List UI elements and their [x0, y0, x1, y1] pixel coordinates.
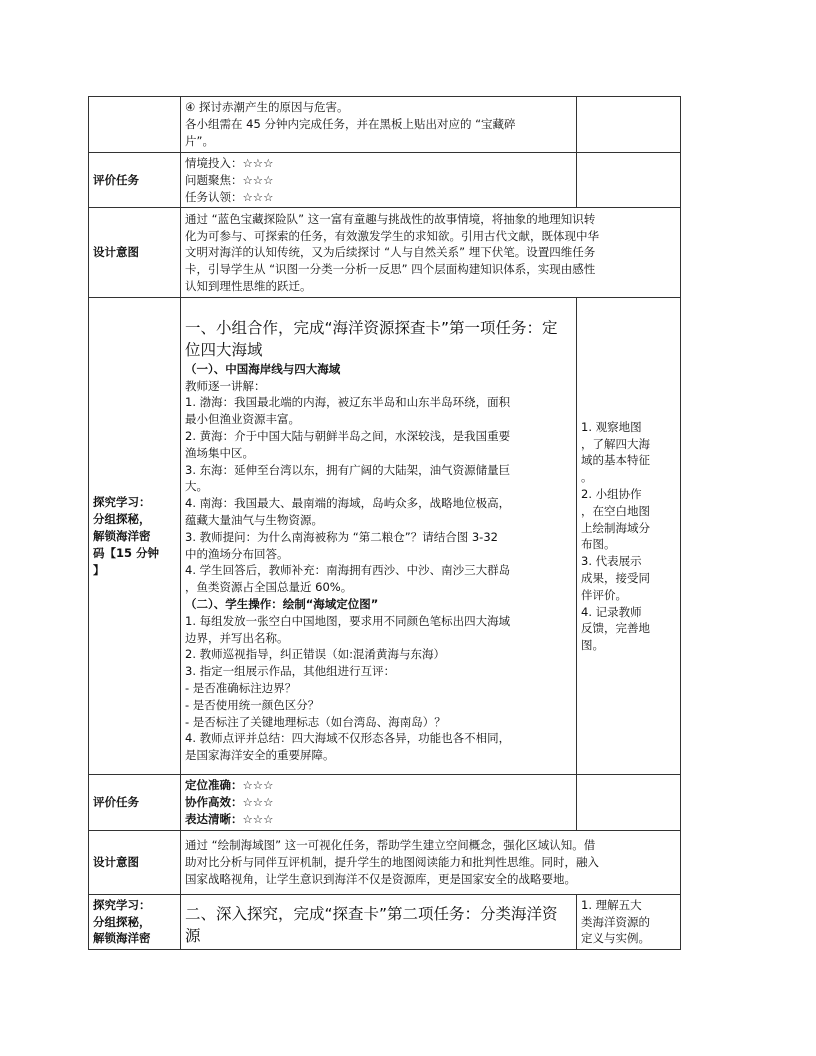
table-row-design-intent-1 — [89, 208, 681, 298]
activity-line: 定义与实例。 — [581, 931, 650, 946]
text-line: 大。 — [185, 479, 208, 494]
activity-line: 3. 代表展示 — [581, 554, 642, 569]
text-line: - 是否使用统一颜色区分？ — [185, 697, 320, 712]
row-label: 评价任务 — [89, 775, 181, 830]
label-line: 码【15 分钟 — [93, 545, 160, 560]
rating-line: 情境投入：☆☆☆ — [185, 156, 274, 170]
activity-line: 上绘制海域分 — [581, 520, 650, 535]
text-line: 助对比分析与同伴互评机制，提升学生的地图阅读能力和批判性思维。同时，融入 — [185, 854, 599, 869]
content-cell — [181, 894, 577, 949]
text-line: 卡，引导学生从 “识图一分类一分析一反思” 四个层面构建知识体系，实现由感性 — [185, 262, 596, 277]
text-line: 3. 指定一组展示作品，其他组进行互评： — [185, 664, 396, 679]
text-line: 4. 教师点评并总结：四大海域不仅形态各异，功能也各不相同， — [185, 731, 511, 746]
text-line: 教师逐一讲解： — [185, 378, 266, 393]
row-label: 设计意图 — [89, 830, 181, 894]
label-line: 解锁海洋密 — [93, 528, 151, 543]
text-line: 2. 黄海：介于中国大陆与朝鲜半岛之间，水深较浅，是我国重要 — [185, 429, 511, 444]
section-heading — [185, 317, 572, 361]
activity-line: 4. 记录教师 — [581, 604, 642, 619]
table-row-inquiry-1 — [89, 298, 681, 775]
row-label — [89, 894, 181, 949]
text-line: 边界，并写出名称。 — [185, 630, 289, 645]
text-line: 通过 “蓝色宝藏探险队” 这一富有童趣与挑战性的故事情境，将抽象的地理知识转 — [185, 211, 596, 226]
content-cell — [181, 830, 681, 894]
rating-line: 定位准确：☆☆☆ — [185, 778, 274, 793]
text-line: 最小但渔业资源丰富。 — [185, 412, 300, 427]
activity-line: 1. 理解五大 — [581, 897, 642, 912]
activity-line: 1. 观察地图 — [581, 419, 642, 434]
activity-line: 成果，接受同 — [581, 570, 650, 585]
activity-line: 反馈，完善地 — [581, 621, 650, 636]
label-line: 分组探秘， — [93, 914, 151, 929]
table-row-design-intent-2 — [89, 830, 681, 894]
text-line: 3. 东海：延伸至台湾以东，拥有广阔的大陆架，油气资源储量巨 — [185, 462, 511, 477]
text-line: 通过 “绘制海域图” 这一可视化任务，帮助学生建立空间概念，强化区域认知。借 — [185, 838, 596, 853]
text-line: 认知到理性思维的跃迁。 — [185, 279, 312, 294]
text-line: 化为可参与、可探索的任务，有效激发学生的求知欲。引用古代文献，既体现中华 — [185, 228, 599, 243]
heading-line: 源 — [185, 926, 201, 945]
text-line: 各小组需在 45 分钟内完成任务，并在黑板上贴出对应的 “宝藏碎 — [185, 117, 516, 132]
row-label — [89, 298, 181, 775]
side-cell-empty — [577, 97, 681, 153]
rating-line: 任务认领：☆☆☆ — [185, 189, 274, 204]
text-line: 1. 渤海：我国最北端的内海，被辽东半岛和山东半岛环绕，面积 — [185, 395, 511, 410]
table-row-evaluation-2 — [89, 775, 681, 830]
text-line: 国家战略视角，让学生意识到海洋不仅是资源库，更是国家安全的战略要地。 — [185, 871, 576, 886]
content-cell — [181, 298, 577, 775]
text-line: ，鱼类资源占全国总量近 60%。 — [185, 580, 353, 595]
activity-line: ，在空白地图 — [581, 503, 650, 518]
side-cell-empty — [577, 775, 681, 830]
text-line: 渔场集中区。 — [185, 445, 254, 460]
text-line: 片”。 — [185, 133, 214, 148]
table-row-inquiry-2 — [89, 894, 681, 949]
activity-line: 布图。 — [581, 537, 616, 552]
activity-line: 伴评价。 — [581, 587, 627, 602]
text-line: 2. 教师巡视指导，纠正错误（如:混淆黄海与东海） — [185, 647, 445, 662]
content-cell — [181, 775, 577, 830]
text-line: 文明对海洋的认知传统，又为后续探讨 “人与自然关系” 埋下伏笔。设置四维任务 — [185, 245, 596, 260]
text-line: 蕴藏大量油气与生物资源。 — [185, 513, 323, 527]
rating-line: 协作高效：☆☆☆ — [185, 795, 274, 810]
heading-line: 位四大海域 — [185, 340, 263, 359]
side-cell-empty — [577, 153, 681, 208]
label-line: 探究学习： — [93, 495, 151, 510]
text-line: ④ 探讨赤潮产生的原因与危害。 — [185, 100, 349, 115]
activity-line: 。 — [581, 470, 593, 485]
text-line: 3. 教师提问：为什么南海被称为 “第二粮仓”？请结合图 3-32 — [185, 529, 498, 544]
activity-line: 类海洋资源的 — [581, 914, 650, 929]
text-line: 1. 每组发放一张空白中国地图，要求用不同颜色笔标出四大海域 — [185, 613, 511, 628]
content-cell — [181, 208, 681, 298]
label-line: 解锁海洋密 — [93, 931, 151, 946]
activity-line: 2. 小组协作 — [581, 487, 642, 501]
activity-line: ，了解四大海 — [581, 436, 650, 451]
student-activity-cell — [577, 894, 681, 949]
table-row-task-continuation — [89, 97, 681, 153]
text-line: 是国家海洋安全的重要屏障。 — [185, 748, 335, 763]
label-line: 探究学习： — [93, 897, 151, 912]
content-cell — [181, 97, 577, 153]
section-heading — [185, 903, 572, 947]
heading-line: 一、小组合作，完成“海洋资源探查卡”第一项任务：定 — [185, 318, 558, 337]
label-line: 】 — [93, 562, 105, 577]
text-line: - 是否准确标注边界？ — [185, 680, 297, 695]
lesson-plan-table — [88, 96, 681, 950]
row-label: 设计意图 — [89, 208, 181, 298]
row-label: 评价任务 — [89, 153, 181, 208]
rating-line: 表达清晰：☆☆☆ — [185, 811, 274, 826]
activity-line: 域的基本特征 — [581, 453, 650, 468]
content-cell — [181, 153, 577, 208]
text-line: 4. 学生回答后，教师补充：南海拥有西沙、中沙、南沙三大群岛 — [185, 563, 511, 578]
subsection-heading: （一）、中国海岸线与四大海域 — [185, 361, 341, 376]
student-activity-cell — [577, 298, 681, 775]
table-row-evaluation-1 — [89, 153, 681, 208]
text-line: 中的渔场分布回答。 — [185, 546, 289, 561]
rating-line: 问题聚焦：☆☆☆ — [185, 172, 274, 187]
text-line: 4. 南海：我国最大、最南端的海域，岛屿众多，战略地位极高， — [185, 496, 511, 511]
label-cell-empty — [89, 97, 181, 153]
text-line: - 是否标注了关键地理标志（如台湾岛、海南岛）？ — [185, 714, 446, 729]
activity-line: 图。 — [581, 638, 604, 653]
heading-line: 二、深入探究，完成“探查卡”第二项任务：分类海洋资 — [185, 904, 558, 923]
label-line: 分组探秘， — [93, 512, 151, 527]
subsection-heading: （二）、学生操作：绘制“海域定位图” — [185, 596, 379, 611]
